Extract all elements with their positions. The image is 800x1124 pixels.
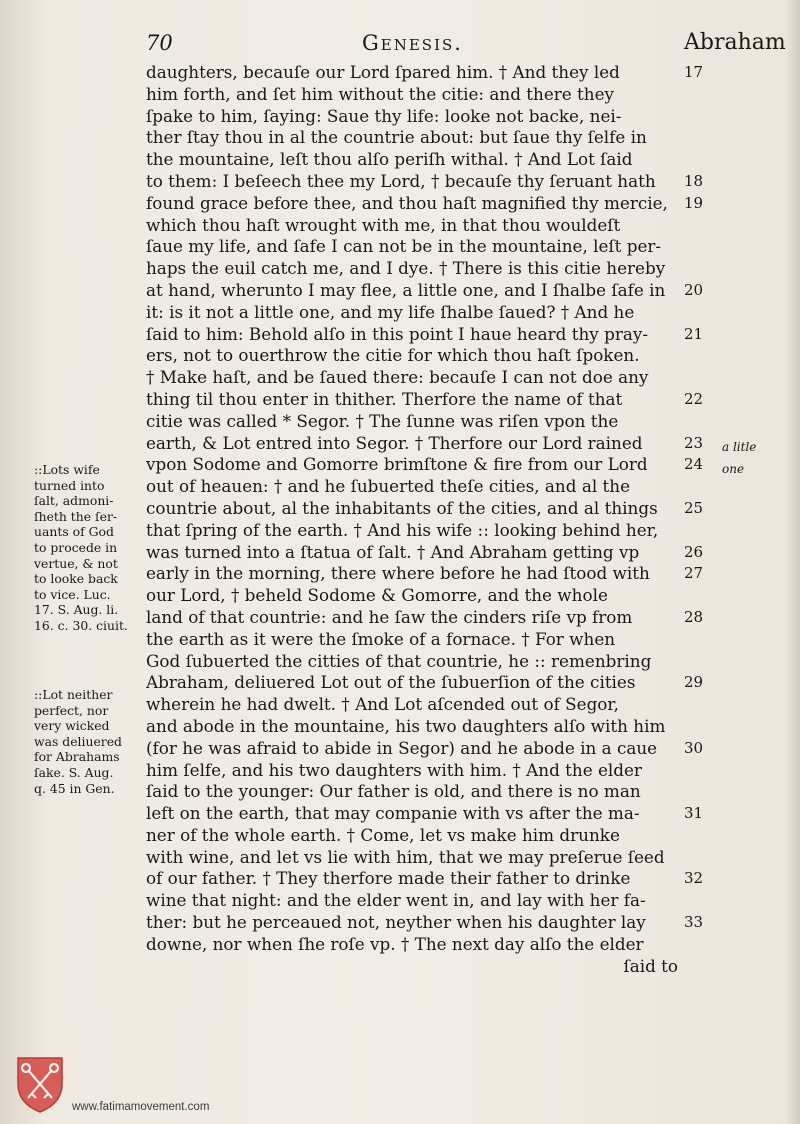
margin-note-line: very wicked [34, 718, 110, 734]
body-line: citie was called * Segor. † The ſunne was riſen vpon the [146, 410, 619, 431]
body-line: at hand, wherunto I may flee, a little one, and I ſhalbe ſafe in [146, 279, 666, 300]
verse-number-spacer [684, 651, 714, 673]
body-line: early in the morning, there where before he had ſtood with [146, 563, 650, 584]
margin-note-line: q. 45 in Gen. [34, 780, 115, 796]
body-line: downe, nor when ſhe roſe vp. † The next day alſo the elder [146, 933, 644, 954]
body-line: that ſpring of the earth. † And his wife :: looking behind her, [146, 519, 659, 540]
margin-note-line: ::Lots wife [34, 462, 100, 477]
book-title: Genesis. [362, 31, 463, 55]
verse-number-spacer [684, 476, 714, 498]
margin-note-lots-wife [34, 462, 146, 634]
body-line: our Lord, † beheld Sodome & Gomorre, and the whole [146, 585, 608, 606]
verse-number: 28 [684, 607, 704, 626]
verse-number: 18 [684, 171, 704, 190]
margin-note-line: ſake. S. Aug. [34, 764, 114, 780]
margin-note-line: perfect, nor [34, 702, 109, 718]
margin-note-line: was deliuered [34, 733, 122, 749]
verse-number-column [684, 62, 714, 977]
verse-number-spacer [684, 345, 714, 367]
body-line: land of that countrie: and he ſaw the cinders riſe vp from [146, 606, 633, 627]
body-line: with wine, and let vs lie with him, that we may preſerue ſeed [146, 846, 665, 867]
body-line: ers, not to ouerthrow the citie for which thou haſt ſpoken. [146, 345, 640, 366]
verse-number: 24 [684, 455, 704, 474]
verse-number-spacer [684, 84, 714, 106]
verse-number-spacer [684, 847, 714, 869]
margin-note-line: ::Lot neither [34, 687, 113, 702]
margin-note-lot [34, 687, 146, 796]
verse-number-spacer [684, 367, 714, 389]
verse-number-spacer [684, 236, 714, 258]
margin-note-line: uants of God [34, 524, 114, 540]
body-line: earth, & Lot entred into Segor. † Therfore our Lord rained [146, 432, 643, 453]
source-url: www.fatimamovement.com [72, 1101, 210, 1113]
running-head: Abraham [684, 30, 786, 55]
verse-number: 23 [684, 433, 704, 452]
body-line: him ſelfe, and his two daughters with him. † And the elder [146, 759, 642, 780]
page-edge-shadow [786, 0, 800, 1124]
verse-number-spacer [684, 215, 714, 237]
verse-number: 17 [684, 63, 704, 81]
verse-number-spacer [684, 411, 714, 433]
verse-number-spacer [684, 760, 714, 782]
body-line: vpon Sodome and Gomorre brimſtone & fire from our Lord [146, 454, 648, 475]
margin-note-line: to procede in [34, 539, 118, 555]
verse-number-spacer [684, 127, 714, 149]
body-line: haps the euil catch me, and I dye. † There is this citie hereby [146, 258, 666, 279]
body-line: which thou haſt wrought with me, in that thou wouldeſt [146, 214, 621, 235]
body-line: the earth as it were the ſmoke of a fornace. † For when [146, 628, 616, 649]
body-line: wine that night: and the elder went in, and lay with her fa- [146, 890, 646, 911]
right-note-line: one [722, 462, 745, 476]
body-line: ſaue my life, and ſafe I can not be in the mountaine, leſt per- [146, 236, 662, 257]
body-line: Abraham, deliuered Lot out of the ſubuerſion of the cities [146, 672, 636, 693]
verse-number-spacer [684, 585, 714, 607]
body-line: God ſubuerted the citties of that countrie, he :: remenbring [146, 650, 652, 671]
verse-number: 31 [684, 804, 704, 823]
body-line: ſpake to him, ſaying: Saue thy life: looke not backe, nei- [146, 105, 622, 126]
body-line: thing til thou enter in thither. Therfore the name of that [146, 388, 623, 409]
body-line: ſaid to [623, 955, 678, 976]
body-line: countrie about, al the inhabitants of the cities, and al things [146, 497, 658, 518]
body-line: ther ſtay thou in al the countrie about: but ſaue thy ſelfe in [146, 127, 647, 148]
margin-note-line: for Abrahams [34, 749, 120, 765]
verse-number: 22 [684, 389, 704, 408]
verse-number-spacer [684, 825, 714, 847]
margin-note-line: 17. S. Aug. li. [34, 602, 119, 618]
margin-note-line: 16. c. 30. ciuit. [34, 617, 128, 633]
verse-number: 29 [684, 673, 704, 692]
margin-note-line: vertue, & not [34, 555, 118, 571]
body-line: was turned into a ſtatua of ſalt. † And Abraham getting vp [146, 541, 640, 562]
body-line: it: is it not a little one, and my life ſhalbe ſaued? † And he [146, 301, 635, 322]
verse-number-spacer [684, 520, 714, 542]
verse-number: 20 [684, 280, 704, 299]
margin-note-line: to looke back [34, 571, 118, 587]
verse-number-spacer [684, 302, 714, 324]
verse-number: 25 [684, 498, 704, 517]
verse-number: 33 [684, 913, 704, 932]
body-text [146, 62, 678, 977]
verse-number: 32 [684, 869, 704, 888]
body-line: ſaid to him: Behold alſo in this point I haue heard thy pray- [146, 323, 649, 344]
body-line: of our father. † They therfore made their father to drinke [146, 868, 631, 889]
verse-number-spacer [684, 956, 714, 978]
body-line: out of heauen: † and he ſubuerted theſe cities, and al the [146, 476, 631, 497]
body-line: left on the earth, that may companie with vs after the ma- [146, 803, 640, 824]
body-line: to them: I beſeech thee my Lord, † becauſe thy ſeruant hath [146, 170, 656, 191]
body-line: him forth, and ſet him without the citie: and there they [146, 83, 615, 104]
verse-number-spacer [684, 258, 714, 280]
margin-note-line: ſalt, admoni- [34, 493, 114, 509]
verse-number: 21 [684, 324, 704, 343]
verse-number: 19 [684, 193, 704, 212]
verse-number-spacer [684, 890, 714, 912]
verse-number: 30 [684, 738, 704, 757]
verse-number-spacer [684, 694, 714, 716]
margin-note-line: turned into [34, 477, 105, 493]
verse-number-spacer [684, 716, 714, 738]
right-note-line: a litle [722, 440, 757, 454]
body-line: the mountaine, leſt thou alſo periſh withal. † And Lot ſaid [146, 149, 633, 170]
verse-number-spacer [684, 149, 714, 171]
body-line: ſaid to the younger: Our father is old, and there is no man [146, 781, 641, 802]
papal-keys-shield-icon [12, 1054, 68, 1114]
verse-number-spacer [684, 106, 714, 128]
verse-number: 27 [684, 564, 704, 583]
verse-number: 26 [684, 542, 704, 561]
body-line: (for he was afraid to abide in Segor) and he abode in a caue [146, 737, 658, 758]
body-line: ther: but he perceaued not, neyther when his daughter lay [146, 912, 646, 933]
body-line: ner of the whole earth. † Come, let vs make him drunke [146, 824, 620, 845]
margin-note-line: to vice. Luc. [34, 586, 111, 602]
verse-number-spacer [684, 629, 714, 651]
body-line: found grace before thee, and thou haſt magnified thy mercie, [146, 192, 668, 213]
margin-note-line: ſheth the ſer- [34, 508, 118, 524]
body-line: † Make haſt, and be ſaued there: becauſe I can not doe any [146, 367, 649, 388]
right-margin-note [722, 436, 792, 480]
body-line: wherein he had dwelt. † And Lot aſcended out of Segor, [146, 694, 619, 715]
verse-number-spacer [684, 934, 714, 956]
verse-number-spacer [684, 781, 714, 803]
body-line: daughters, becauſe our Lord ſpared him. † And they led [146, 62, 620, 82]
body-line: and abode in the mountaine, his two daughters alſo with him [146, 715, 666, 736]
page-number: 70 [146, 31, 173, 55]
